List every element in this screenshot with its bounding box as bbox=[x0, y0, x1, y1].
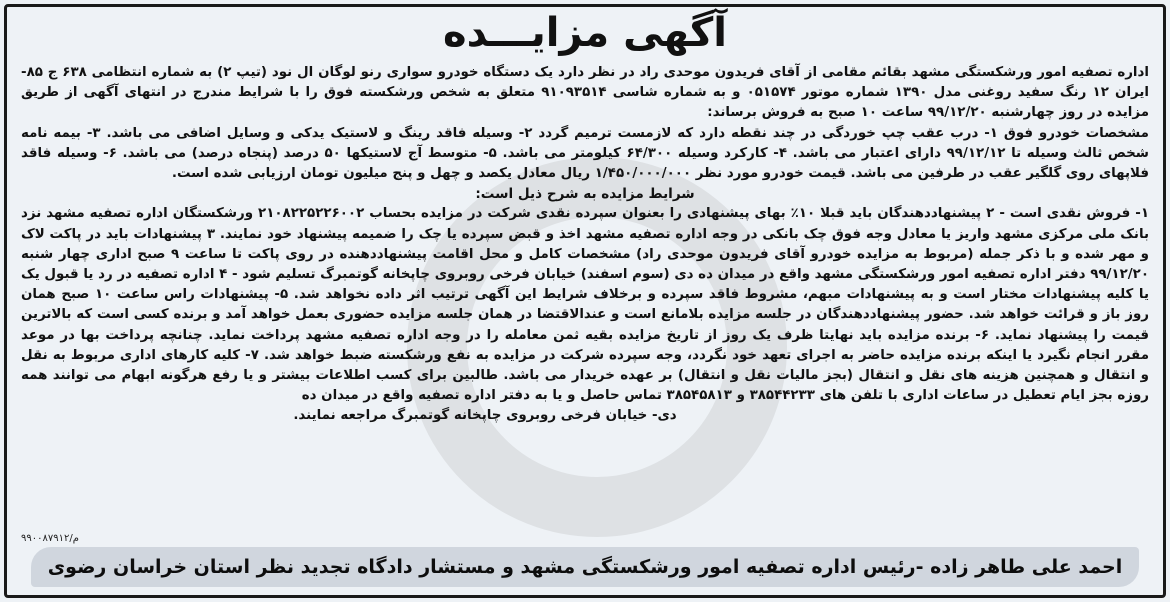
conditions-paragraph: ۱- فروش نقدی است - ۲ پیشنهاددهندگان باید قبلا ۱۰٪ بهای پیشنهادی را بعنوان سپرده نقدی شرکت در مزایده بحساب ۲۱۰۸۲۲۵۲۲۶۰۰۲ ورشکستگان اداره تصفیه مشهد نزد بانک ملی مرکزی مشهد واریز یا معادل وجه فوق چک بانکی در وجه اداره تصفیه مشهد اخذ و قبض سپرده یا چک را ضمیمه پیشنهاد خود نمایند. ۳ پیشنهادات باید در پاکت لاک و مهر شده و با ذکر جمله (مربوط به مزایده خودرو آقای فریدون موحدی راد) مشخصات کامل و محل اقامت پیشنهاددهنده در روی پاکت تا ساعت ۹ صبح اداری چهار شنبه ۹۹/۱۲/۲۰ دفتر اداره تصفیه امور ورشکستگی مشهد واقع در میدان ده دی (سوم اسفند) خیابان فرخی روبروی چاپخانه گوتمبرگ تسلیم شود - ۴ اداره تصفیه در رد یا قبول یک یا کلیه پیشنهادات مختار است و به پیشنهادات مبهم، مشروط فاقد سپرده و برخلاف شرایط این آگهی ترتیب اثر داده نخواهد شد. ۵- پیشنهادات راس ساعت ۱۰ صبح همان روز باز و قرائت خواهد شد. حضور پیشنهاددهندگان در جلسه مزایده بلامانع است و عندالاقتضا در همان جلسه مزایده حضوری بعمل خواهد آمد و برنده کسی است که بالاترین قیمت را پیشنهاد نماید. ۶- برنده مزایده باید نهایتا ظرف یک روز از تاریخ مزایده بقیه ثمن معامله را در وجه اداره تصفیه مشهد پرداخت نماید. چنانچه پرداخت بها در موعد مقرر انجام نگیرد یا اینکه برنده مزایده حاضر به اجرای تعهد خود نگردد، وجه سپرده شرکت در مزایده به نفع ورشکسته ضبط خواهد شد. ۷- کلیه کارهای اداری مربوط به نقل و انتقال و همچنین هزینه های نقل و انتقال (بجز مالیات نقل و انتقال) بر عهده خریدار می باشد. طالبین برای کسب اطلاعات بیشتر و یا رفع هرگونه ابهام می توانند همه روزه بجز ایام تعطیل در ساعات اداری با تلفن های ۳۸۵۴۴۲۳۳ و ۳۸۵۴۵۸۱۳ تماس حاصل و یا به دفتر اداره تصفیه واقع در میدان ده bbox=[21, 206, 1150, 404]
conditions-heading: شرایط مزایده به شرح ذیل است: bbox=[475, 186, 695, 203]
signature-text: احمد علی طاهر زاده -رئیس اداره تصفیه امور ورشکستگی مشهد و مستشار دادگاه تجدید نظر استان خراسان رضوی bbox=[47, 556, 1123, 578]
notice-code: م/۹۹۰۰۸۷۹۱۲ bbox=[21, 533, 79, 544]
notice-body bbox=[21, 63, 1149, 427]
specs-paragraph: مشخصات خودرو فوق ۱- درب عقب چپ خوردگی در چند نقطه دارد که لازمست ترمیم گردد ۲- وسیله فاقد رینگ و لاستیک یدکی و وسایل اضافی می باشد. ۳- بیمه نامه شخص ثالث وسیله تا ۹۹/۱۲/۱۲ دارای اعتبار می باشد. ۴- کارکرد وسیله ۶۴/۳۰۰ کیلومتر می باشد. ۵- متوسط آج لاستیکها ۵۰ درصد (پنجاه درصد) می باشد. ۶- وسیله فاقد فلاپهای روی گلگیر عقب در طرفین می باشد. قیمت خودرو مورد نظر ۱/۴۵۰/۰۰۰/۰۰۰ ریال معادل یکصد و چهل و پنج میلیون تومان ارزیابی شده است. bbox=[21, 125, 1149, 182]
notice-title: آگهی مزایـــده bbox=[443, 10, 727, 56]
intro-paragraph: اداره تصفیه امور ورشکستگی مشهد بقائم مقامی از آقای فریدون موحدی راد در نظر دارد یک دستگاه خودرو سواری رنو لوگان ال نود (تیپ ۲) به شماره انتظامی ۶۳۸ ج ۸۵- ایران ۱۲ رنگ سفید روغنی مدل ۱۳۹۰ شماره موتور ۰۵۱۵۷۴ و به شماره شاسی ۹۱۰۹۳۵۱۴ متعلق به شخص ورشکسته فوق را با شرایط مندرج در انتهای آگهی از طریق مزایده در روز چهارشنبه ۹۹/۱۲/۲۰ ساعت ۱۰ صبح به فروش برساند: bbox=[21, 65, 1150, 121]
notice-frame bbox=[4, 4, 1166, 598]
signature-bar bbox=[31, 547, 1139, 587]
conditions-end: دی- خیابان فرخی روبروی چاپخانه گوتمبرگ مراجعه نمایند. bbox=[293, 408, 677, 424]
